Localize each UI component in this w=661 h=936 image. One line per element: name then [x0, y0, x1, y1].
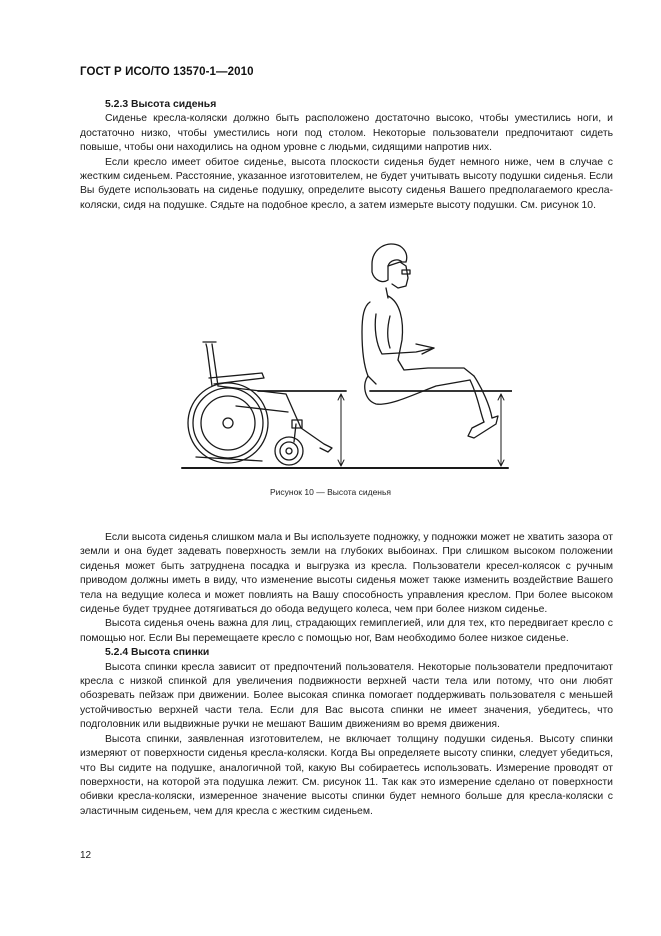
figure-10-seat-height	[176, 236, 512, 474]
figure-caption: Рисунок 10 — Высота сиденья	[269, 487, 392, 497]
paragraph: Сиденье кресла-коляски должно быть расположено достаточно высоко, чтобы уместились ноги, и достаточно низко, чтобы уместились ноги под столом. Некоторые пользователи предпочитают сидеть повыше, чтобы они находились на одном уровне с людьми, сидящими напротив них.	[80, 113, 613, 154]
section-5-2-3-title: 5.2.3 Высота сиденья	[105, 99, 217, 110]
paragraph: Высота спинки, заявленная изготовителем, не включает толщину подушки сиденья. Высоту спинки измеряют от поверхности сиденья кресла-коляски. Когда Вы определяете высоту спинки, следует убедиться, что Вы сидите на подушке, аналогичной той, какую Вы собираетесь использовать. Измерение проводят от поверхности, на которой эта подушка лежит. См. рисунок 11. Так как это измерение сделано от поверхности обивки кресла-коляски, измеренное значение высоты спинки будет немного больше для кресла-коляски с эластичным сиденьем, чем для кресла с жестким сиденьем.	[80, 733, 613, 817]
paragraph: Если высота сиденья слишком мала и Вы используете подножку, у подножки может не хватить зазора от земли и она будет задевать поверхность земли на глубоких выбоинах. При слишком высоком положении сиденья может быть затруднена посадка и выгрузка из кресла. Пользователи кресел-колясок с ручным приводом должны иметь в виду, что изменение высоты сиденья может также изменить воздействие Вашего тела на ведущие колеса и может повлиять на Вашу способность управления креслом. При более высоком сиденье будет труднее дотягиваться до обода ведущего колеса, чем при более низком сиденье.	[80, 532, 613, 616]
paragraph: Высота спинки кресла зависит от предпочтений пользователя. Некоторые пользователи предпочитают кресла с низкой спинкой для увеличения подвижности верхней части тела или потому, что они любят обозревать пейзаж при движении. Более высокая спинка помогает поддерживать пользователя с меньшей устойчивостью верхней части тела. Если для Вас высота спинки не имеет значения, убедитесь, что подголовник или выдвижные ручки не мешают Вашим движениям во время движения.	[80, 661, 613, 731]
wheelchair-drawing	[188, 342, 346, 465]
seat-height-arrow-left	[338, 394, 344, 466]
section-5-2-3-top	[80, 98, 613, 213]
page-number: 12	[80, 850, 92, 861]
seat-height-arrow-right	[498, 394, 504, 466]
paragraph: Высота сиденья очень важна для лиц, страдающих гемиплегией, или для тех, кто передвигает кресло с помощью ног. Если Вы перемещаете кресло с помощью ног, Вам необходимо более низкое сиденье.	[80, 618, 613, 644]
seated-person-drawing	[362, 244, 512, 438]
document-header: ГОСТ Р ИСО/ТО 13570-1—2010	[80, 66, 254, 78]
section-5-2-4-title: 5.2.4 Высота спинки	[105, 647, 210, 659]
paragraph: Если кресло имеет обитое сиденье, высота плоскости сиденья будет немного ниже, чем в случае с жестким сиденьем. Расстояние, указанное изготовителем, не будет учитывать высоту подушки сиденья. Если Вы будете использовать на сиденье подушку, определите высоту сиденья Вашего предполагаемого кресла-коляски, сидя на подушке. Сядьте на подобное кресло, а затем измерьте высоту подушки. См. рисунок 10.	[80, 156, 613, 211]
section-content-bottom	[80, 531, 613, 819]
